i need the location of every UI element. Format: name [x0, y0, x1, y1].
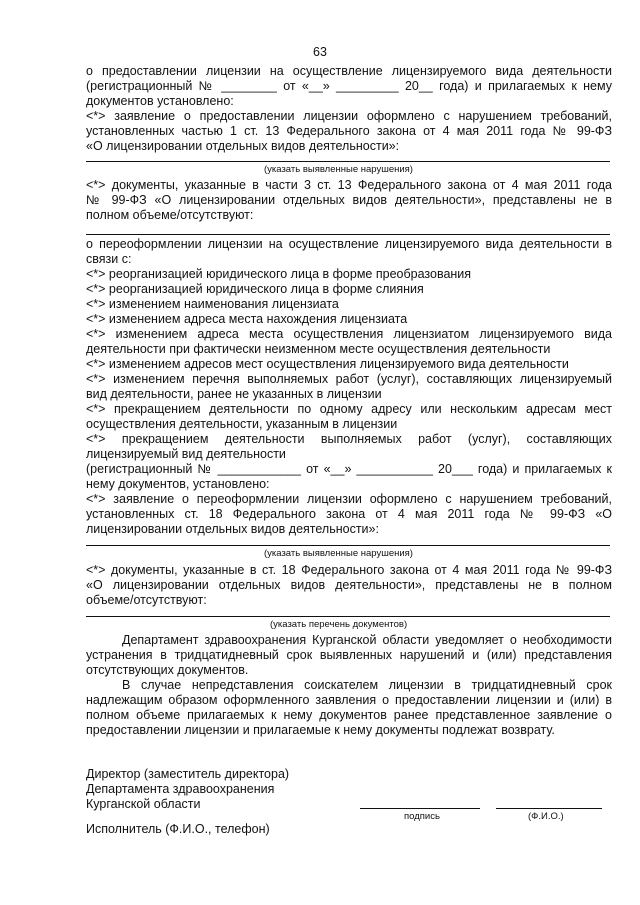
signatory-title: Директор (заместитель директора): [86, 767, 290, 781]
paragraph-line: предоставлении лицензии и прилагаемые к нему документы подлежат возврату.: [86, 723, 555, 737]
paragraph-line: <*> прекращением деятельности выполняемых работ (услуг), составляющих: [86, 432, 612, 446]
paragraph-line: (регистрационный № ________ от «__» _________ 20__ года) и прилагаемых к нему: [86, 79, 612, 93]
signature-caption: подпись: [404, 811, 440, 822]
paragraph-line: <*> реорганизацией юридического лица в форме слияния: [86, 282, 424, 296]
executor-line: Исполнитель (Ф.И.О., телефон): [86, 822, 270, 836]
paragraph-line: В случае непредставления соискателем лицензии в тридцатидневный срок: [122, 678, 612, 692]
paragraph-line: <*> заявление о предоставлении лицензии оформлено с нарушением требований,: [86, 109, 612, 123]
paragraph-line: «О лицензировании отдельных видов деятельности»:: [86, 139, 400, 153]
name-line: [496, 808, 602, 809]
paragraph-line: лицензируемый вид деятельности: [86, 447, 286, 461]
paragraph-line: лицензировании отдельных видов деятельности»:: [86, 522, 379, 536]
paragraph-line: нему документов, установлено:: [86, 477, 270, 491]
paragraph-line: объеме/отсутствуют:: [86, 593, 207, 607]
paragraph-line: <*> изменением адресов мест осуществления лицензируемого вида деятельности: [86, 357, 569, 371]
field-caption: (указать перечень документов): [270, 619, 408, 630]
fill-in-line: [86, 616, 610, 617]
paragraph-line: о переоформлении лицензии на осуществление лицензируемого вида деятельности в: [86, 237, 612, 251]
paragraph-line: (регистрационный № ____________ от «__» ___________ 20___ года) и прилагаемых к: [86, 462, 612, 476]
paragraph-line: № 99-ФЗ «О лицензировании отдельных видов деятельности», представлены не в: [86, 193, 612, 207]
paragraph-line: <*> прекращением деятельности по одному адресу или нескольким адресам мест: [86, 402, 612, 416]
fill-in-line: [86, 161, 610, 162]
paragraph-line: <*> документы, указанные в ст. 18 Федерального закона от 4 мая 2011 года № 99-ФЗ: [86, 563, 612, 577]
paragraph-line: установленных частью 1 ст. 13 Федерального закона от 4 мая 2011 года № 99-ФЗ: [86, 124, 612, 138]
paragraph-line: <*> изменением наименования лицензиата: [86, 297, 339, 311]
paragraph-line: «О лицензировании отдельных видов деятельности», представлены не в полном: [86, 578, 612, 592]
fill-in-line: [86, 234, 610, 235]
page-number: 63: [313, 45, 327, 59]
paragraph-line: связи с:: [86, 252, 132, 266]
paragraph-line: осуществления деятельности, указанным в лицензии: [86, 417, 398, 431]
paragraph-line: надлежащим образом оформленного заявления о предоставлении лицензии и (или) в: [86, 693, 612, 707]
paragraph-line: документов установлено:: [86, 94, 234, 108]
paragraph-line: Департамент здравоохранения Курганской области уведомляет о необходимости: [122, 633, 612, 647]
field-caption: (указать выявленные нарушения): [264, 548, 413, 559]
paragraph-line: вид деятельности, ранее не указанных в лицензии: [86, 387, 382, 401]
paragraph-line: устранения в тридцатидневный срок выявленных нарушений и (или) представления: [86, 648, 612, 662]
signature-line: [360, 808, 480, 809]
paragraph-line: отсутствующих документов.: [86, 663, 249, 677]
paragraph-line: <*> изменением адреса места нахождения лицензиата: [86, 312, 408, 326]
paragraph-line: <*> документы, указанные в части 3 ст. 13 Федерального закона от 4 мая 2011 года: [86, 178, 612, 192]
name-caption: (Ф.И.О.): [528, 811, 564, 822]
paragraph-line: полном объеме/отсутствуют:: [86, 208, 254, 222]
paragraph-line: <*> реорганизацией юридического лица в форме преобразования: [86, 267, 472, 281]
signatory-department: Департамента здравоохранения: [86, 782, 275, 796]
paragraph-line: <*> изменением адреса места осуществления лицензиатом лицензируемого вида: [86, 327, 612, 341]
paragraph-line: деятельности при фактически неизменном месте осуществления деятельности: [86, 342, 551, 356]
paragraph-line: <*> изменением перечня выполняемых работ (услуг), составляющих лицензируемый: [86, 372, 612, 386]
field-caption: (указать выявленные нарушения): [264, 164, 413, 175]
signatory-region: Курганской области: [86, 797, 201, 811]
paragraph-line: <*> заявление о переоформлении лицензии оформлено с нарушением требований,: [86, 492, 612, 506]
paragraph-line: о предоставлении лицензии на осуществление лицензируемого вида деятельности: [86, 64, 612, 78]
paragraph-line: установленных ст. 18 Федерального закона от 4 мая 2011 года № 99-ФЗ «О: [86, 507, 612, 521]
paragraph-line: полном объеме прилагаемых к нему документов ранее представленное заявление о: [86, 708, 612, 722]
fill-in-line: [86, 545, 610, 546]
